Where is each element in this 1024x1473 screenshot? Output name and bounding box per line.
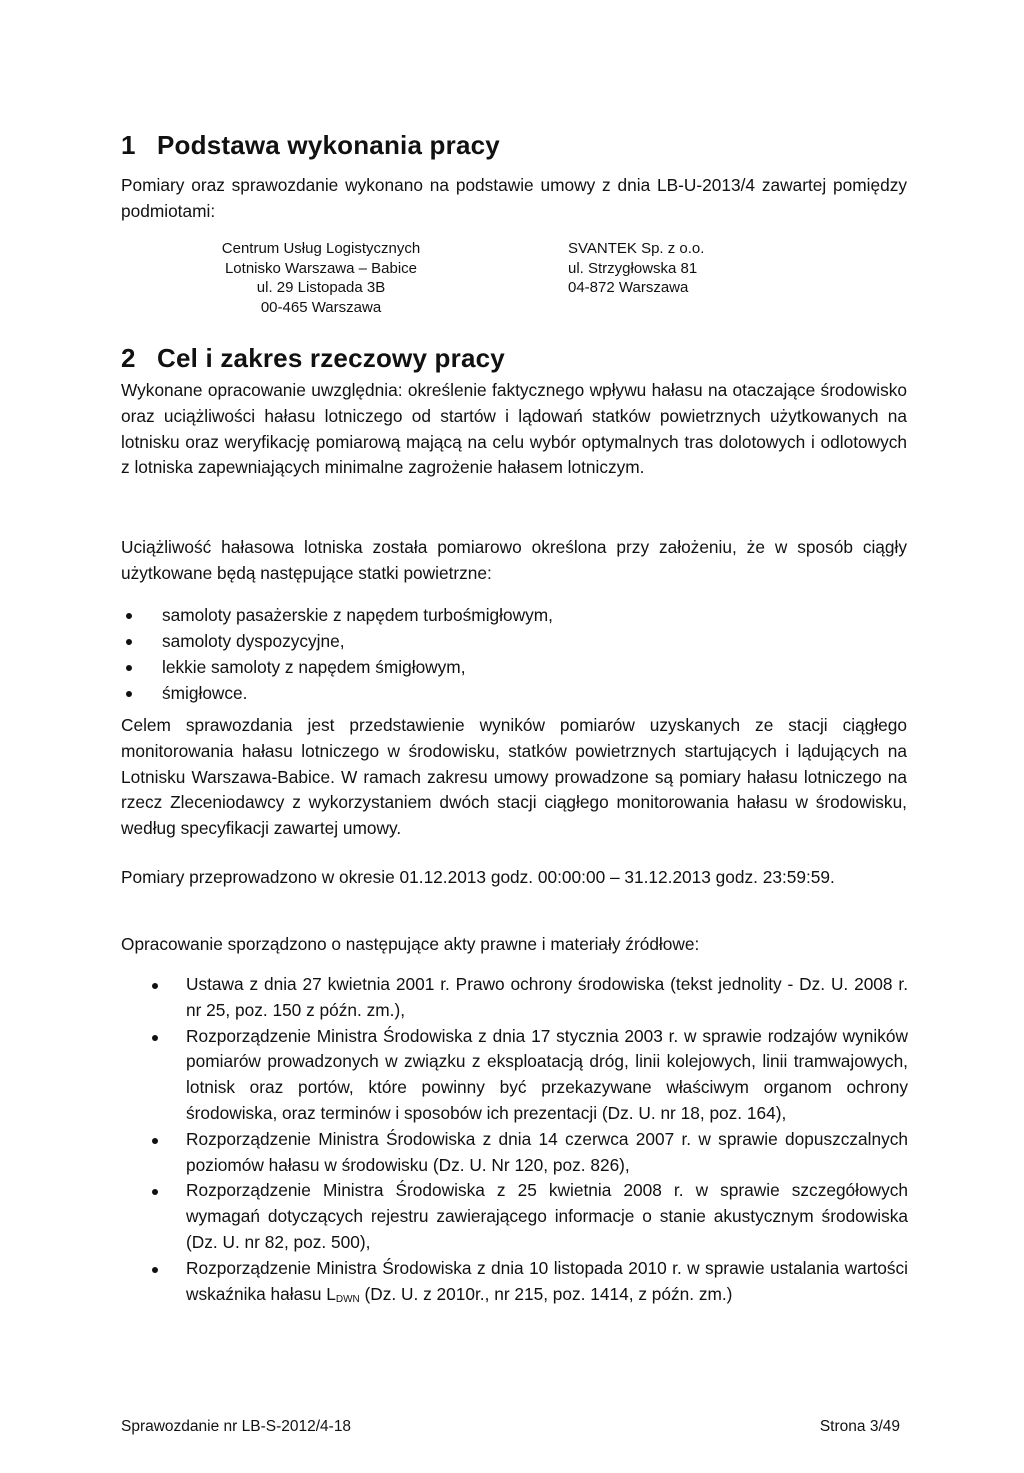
section1-number: 1 xyxy=(121,130,136,160)
sources-list xyxy=(152,972,908,1312)
party-right-line: ul. Strzygłowska 81 xyxy=(568,259,698,277)
bullet-icon xyxy=(152,983,158,989)
party-left-line: ul. 29 Listopada 3B xyxy=(256,279,386,296)
list-item: Rozporządzenie Ministra Środowiska z dnia 17 stycznia 2003 r. w sprawie rodzajów wyników pomiarów prowadzonych w związku z eksploatacją dróg, linii kolejowych, linii tramwajowych, lotnisk oraz portów, które powinny być przekazywane właściwym organom ochrony środowiska, oraz terminów i sposobów ich prezentacji (Dz. U. nr 18, poz. 164), xyxy=(152,1024,908,1127)
list-item: Ustawa z dnia 27 kwietnia 2001 r. Prawo ochrony środowiska (tekst jednolity - Dz. U. 2008 r. nr 25, poz. 150 z późn. zm.), xyxy=(152,972,908,1024)
footer-page-number: Strona 3/49 xyxy=(819,1418,900,1435)
aircraft-list xyxy=(126,602,906,706)
footer-report-number: Sprawozdanie nr LB-S-2012/4-18 xyxy=(121,1418,352,1435)
party-left-line: 00-465 Warszawa xyxy=(260,298,382,316)
section2-title: Cel i zakres rzeczowy pracy xyxy=(157,343,505,373)
bullet-icon xyxy=(126,639,132,645)
bullet-icon xyxy=(152,1189,158,1195)
bullet-icon xyxy=(152,1035,158,1041)
section2-paragraph-4: Pomiary przeprowadzono w okresie 01.12.2013 godz. 00:00:00 – 31.12.2013 godz. 23:59:59. xyxy=(121,867,835,887)
section2-paragraph-1: Wykonane opracowanie uwzględnia: określenie faktycznego wpływu hałasu na otaczające środowisko oraz uciążliwości hałasu lotniczego od startów i lądowań statków powietrznych użytkowanych na lotnisku oraz weryfikację pomiarową mającą na celu wybór optymalnych tras dolotowych i odlotowych z lotniska zapewniających minimalne zagrożenie hałasem lotniczym. xyxy=(121,380,907,478)
bullet-icon xyxy=(152,1138,158,1144)
section2-paragraph-2: Uciążliwość hałasowa lotniska została pomiarowo określona przy założeniu, że w sposób ciągły użytkowane będą następujące statki powietrzne: xyxy=(121,537,907,583)
section2-paragraph-3: Celem sprawozdania jest przedstawienie wyników pomiarów uzyskanych ze stacji ciągłego monitorowania hałasu lotniczego w środowisku, statków powietrznych startujących i lądujących na Lotnisku Warszawa-Babice. W ramach zakresu umowy prowadzone są pomiary hałasu lotniczego na rzecz Zleceniodawcy z wykorzystaniem dwóch stacji ciągłego monitorowania hałasu w środowisku, według specyfikacji zawartej umowy. xyxy=(121,715,907,839)
party-right-line: SVANTEK Sp. z o.o. xyxy=(568,240,705,257)
bullet-icon xyxy=(152,1267,158,1273)
party-right-address xyxy=(568,239,704,298)
list-item: Rozporządzenie Ministra Środowiska z dnia 14 czerwca 2007 r. w sprawie dopuszczalnych poziomów hałasu w środowisku (Dz. U. Nr 120, poz. 826), xyxy=(152,1127,908,1179)
bullet-icon xyxy=(126,691,132,697)
party-left-address xyxy=(190,239,452,317)
section2-number: 2 xyxy=(121,343,136,373)
list-item: Rozporządzenie Ministra Środowiska z 25 kwietnia 2008 r. w sprawie szczegółowych wymagań dotyczących rejestru zawierającego informacje o stanie akustycznym środowiska (Dz. U. nr 82, poz. 500), xyxy=(152,1178,908,1255)
section1-title: Podstawa wykonania pracy xyxy=(157,130,500,160)
list-item: samoloty pasażerskie z napędem turbośmigłowym, xyxy=(126,602,906,628)
list-item: lekkie samoloty z napędem śmigłowym, xyxy=(126,654,906,680)
section1-intro: Pomiary oraz sprawozdanie wykonano na podstawie umowy z dnia LB-U-2013/4 zawartej pomiędzy podmiotami: xyxy=(121,175,907,221)
bullet-icon xyxy=(126,613,132,619)
list-item: Rozporządzenie Ministra Środowiska z dnia 10 listopada 2010 r. w sprawie ustalania wartości wskaźnika hałasu $L_{DWN}$ (Dz. U. z 2010r., nr 215, poz. 1414, z późn. zm.) xyxy=(152,1256,908,1313)
bullet-icon xyxy=(126,665,132,671)
list-item: samoloty dyspozycyjne, xyxy=(126,628,906,654)
section2-paragraph-5: Opracowanie sporządzono o następujące akty prawne i materiały źródłowe: xyxy=(121,934,700,954)
section1-heading xyxy=(121,130,500,161)
list-item: śmigłowce. xyxy=(126,680,906,706)
party-right-line: 04-872 Warszawa xyxy=(568,279,689,296)
section2-heading xyxy=(121,343,505,374)
party-left-line: Lotnisko Warszawa – Babice xyxy=(224,259,418,277)
party-left-line: Centrum Usług Logistycznych xyxy=(221,240,421,257)
